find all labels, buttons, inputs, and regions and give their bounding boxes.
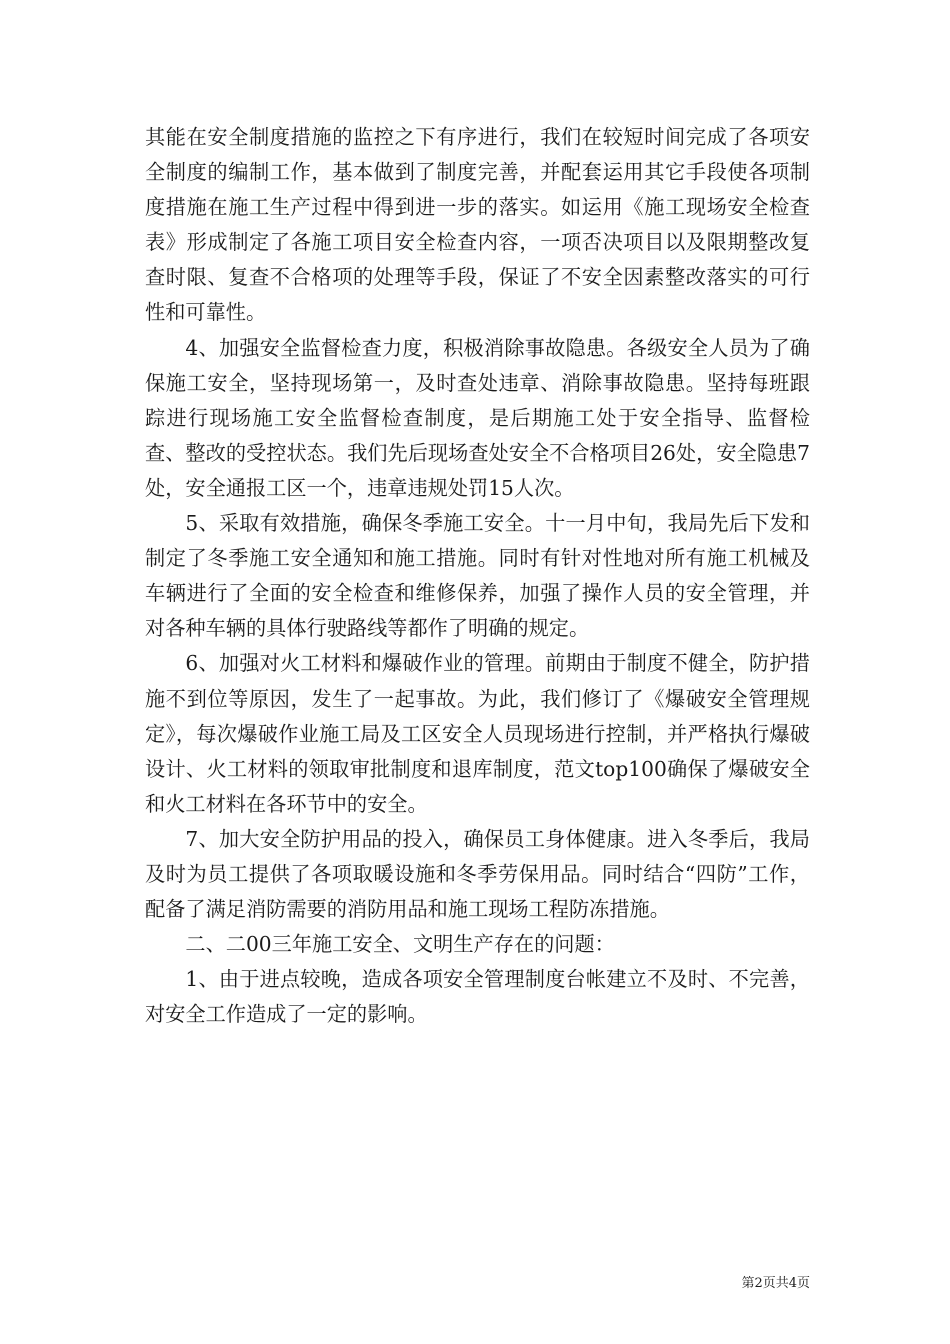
paragraph-continuation: 其能在安全制度措施的监控之下有序进行，我们在较短时间完成了各项安全制度的编制工作，基本做到了制度完善，并配套运用其它手段使各项制度措施在施工生产过程中得到进一步的落实。如运用《施工现场安全检查表》形成制定了各施工项目安全检查内容，一项否决项目以及限期整改复查时限、复查不合格项的处理等手段，保证了不安全因素整改落实的可行性和可靠性。 xyxy=(145,125,810,325)
section-heading-problems: 二、二00三年施工安全、文明生产存在的问题： xyxy=(185,932,615,957)
paragraph-item-7: 7、加大安全防护用品的投入，确保员工身体健康。进入冬季后，我局及时为员工提供了各项取暖设施和冬季劳保用品。同时结合“四防”工作，配备了满足消防需要的消防用品和施工现场工程防冻措施。 xyxy=(145,826,810,922)
paragraph-item-6: 6、加强对火工材料和爆破作业的管理。前期由于制度不健全，防护措施不到位等原因，发生了一起事故。为此，我们修订了《爆破安全管理规定》，每次爆破作业施工局及工区安全人员现场进行控制，并严格执行爆破设计、火工材料的领取审批制度和退库制度，范文top100确保了爆破安全和火工材料在各环节中的安全。 xyxy=(145,651,810,816)
page-number: 第2页共4页 xyxy=(741,1276,810,1291)
paragraph-item-4: 4、加强安全监督检查力度，积极消除事故隐患。各级安全人员为了确保施工安全，坚持现场第一，及时查处违章、消除事故隐患。坚持每班跟踪进行现场施工安全监督检查制度，是后期施工处于安全指导、监督检查、整改的受控状态。我们先后现场查处安全不合格项目26处，安全隐患7处，安全通报工区一个，违章违规处罚15人次。 xyxy=(145,335,810,500)
paragraph-item-5: 5、采取有效措施，确保冬季施工安全。十一月中旬，我局先后下发和制定了冬季施工安全通知和施工措施。同时有针对性地对所有施工机械及车辆进行了全面的安全检查和维修保养，加强了操作人员的安全管理，并对各种车辆的具体行驶路线等都作了明确的规定。 xyxy=(145,511,810,641)
document-body xyxy=(145,120,810,1032)
paragraph-problem-1: 1、由于进点较晚，造成各项安全管理制度台帐建立不及时、不完善，对安全工作造成了一定的影响。 xyxy=(145,967,810,1027)
